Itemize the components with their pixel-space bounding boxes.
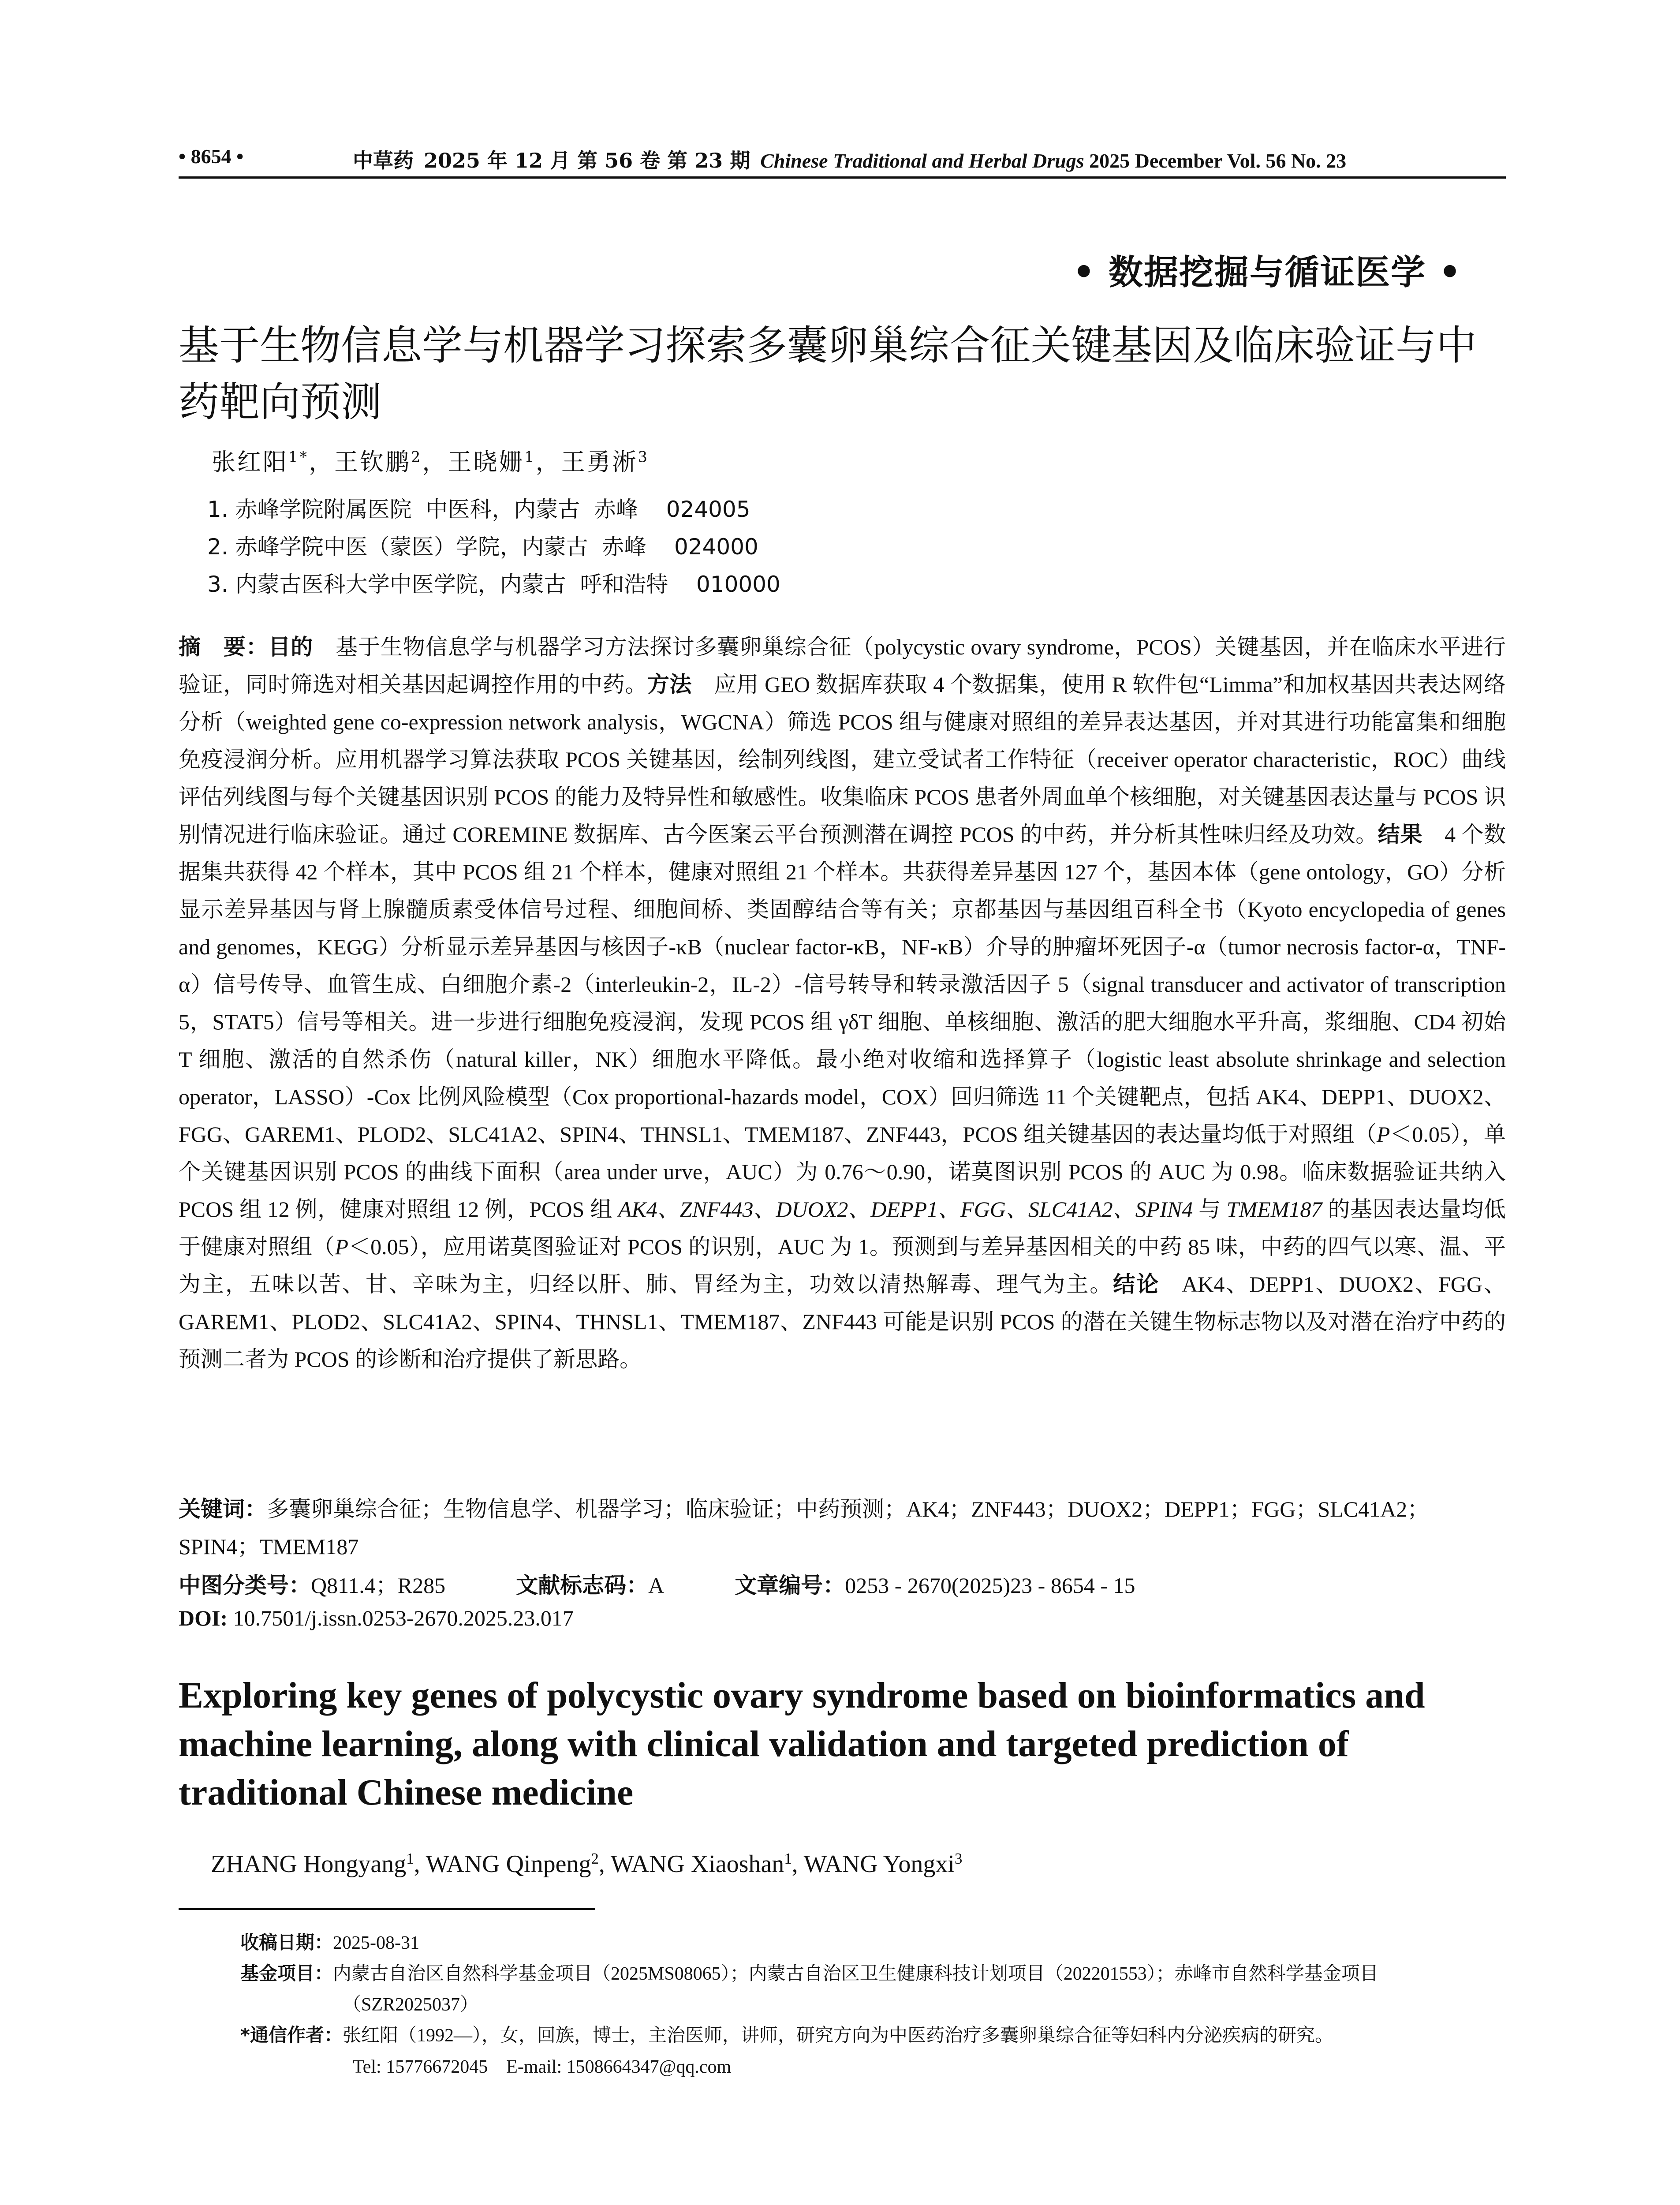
author-affiliation-marker: 1 <box>406 1850 414 1867</box>
results-text-2: ＜0.05），单个关键基因识别 PCOS 的曲线下面积（area under urve，AUC）为 0.76～0.90，诺莫图识别 PCOS 的 AUC 为 0.98。临床数据验证共纳入 PCOS 组 12 例，健康对照组 12 例，PCOS 组 <box>179 1122 1506 1222</box>
footnote-received <box>240 1927 419 1958</box>
author-name: 张红阳 <box>212 448 288 476</box>
affiliation-2: 2. 赤峰学院中医（蒙医）学院，内蒙古 赤峰 024000 <box>207 534 758 560</box>
section-tag: • 数据挖掘与循证医学 • <box>1072 253 1462 292</box>
p-value-symbol: P <box>1376 1122 1390 1147</box>
corresponding-label: *通信作者： <box>240 2024 343 2046</box>
doi-line <box>179 1605 574 1631</box>
author-affiliation-marker: 1 <box>524 448 536 466</box>
clc-label: 中图分类号： <box>179 1573 311 1598</box>
author-name: 王晓姗 <box>448 448 525 476</box>
corresponding-text: 张红阳（1992—），女，回族，博士，主治医师，讲师，研究方向为中医药治疗多囊卵巢综合征等妇科内分泌疾病的研究。 <box>342 2026 1333 2046</box>
journal-en-issue: 2025 December Vol. 56 No. 23 <box>1089 149 1347 172</box>
keywords <box>179 1491 1506 1566</box>
gene-list-italic: AK4、ZNF443、DUOX2、DEPP1、FGG、SLC41A2、SPIN4 <box>618 1197 1193 1222</box>
funding-label: 基金项目： <box>240 1962 333 1984</box>
classification-line <box>179 1568 1135 1600</box>
author-affiliation-marker: 3 <box>954 1850 963 1867</box>
author-affiliation-marker: 3 <box>638 448 649 466</box>
author-affiliation-marker: 1* <box>288 448 309 466</box>
author-name-en: WANG Qinpeng <box>426 1850 591 1878</box>
results-text-4: ＜0.05），应用诺莫图验证对 PCOS 的识别，AUC 为 1。预测到与差异基因相关的中药 85 味，中药的四气以寒、温、平为主，五味以苦、甘、辛味为主，归经以肝、肺、胃经为主，功效以清热解毒、理气为主。 <box>179 1234 1506 1297</box>
title-english: Exploring key genes of polycystic ovary syndrome based on bioinformatics and machine learning, along with clinical validation and targeted prediction of traditional Chinese medicine <box>179 1675 1425 1813</box>
author-affiliation-marker: 2 <box>411 448 422 466</box>
gene-last-italic: TMEM187 <box>1226 1197 1322 1222</box>
results-and: 与 <box>1193 1197 1227 1222</box>
abstract-label: 摘 要： <box>179 634 269 660</box>
methods-text: 应用 GEO 数据库获取 4 个数据集，使用 R 软件包“Limma”和加权基因共表达网络分析（weighted gene co-expression network analysis，WGCNA）筛选 PCOS 组与健康对照组的差异表达基因，并对其进行功能富集和细胞免疫浸润分析。应用机器学习算法获取 PCOS 关键基因，绘制列线图，建立受试者工作特征（receiver operator characteristic，ROC）曲线评估列线图与每个关键基因识别 PCOS 的能力及特异性和敏感性。收集临床 PCOS 患者外周血单个核细胞，对关键基因表达量与 PCOS 识别情况进行临床验证。通过 COREMINE 数据库、古今医案云平台预测潜在调控 PCOS 的中药，并分析其性味归经及功效。 <box>179 672 1506 847</box>
p-value-symbol-2: P <box>335 1234 349 1259</box>
doc-code-label: 文献标志码： <box>516 1573 649 1598</box>
title-chinese: 基于生物信息学与机器学习探索多囊卵巢综合征关键基因及临床验证与中药靶向预测 <box>179 322 1477 426</box>
objective-label: 目的 <box>268 634 314 660</box>
author-name-en: ZHANG Hongyang <box>211 1850 407 1878</box>
affiliation-1: 1. 赤峰学院附属医院 中医科，内蒙古 赤峰 024005 <box>207 497 750 522</box>
author-name-en: WANG Xiaoshan <box>610 1850 784 1878</box>
funding-text-continued: （SZR2025037） <box>343 1995 479 2015</box>
footnote-contact: Tel: 15776672045 E-mail: 1508664347@qq.com <box>353 2057 732 2077</box>
authors-english: ZHANG Hongyang$^1$, WANG Qinpeng$^2$, WANG Xiaoshan$^1$, WANG Yongxi$^3$ <box>211 1850 963 1878</box>
conclusion-text: AK4、DEPP1、DUOX2、FGG、GAREM1、PLOD2、SLC41A2、SPIN4、THNSL1、TMEM187、ZNF443 可能是识别 PCOS 的潜在关键生物标志物以及对潜在治疗中药的预测二者为 PCOS 的诊断和治疗提供了新思路。 <box>179 1272 1506 1372</box>
article-no-label: 文章编号： <box>735 1573 845 1598</box>
doi-label: DOI: <box>179 1606 228 1630</box>
funding-text: 内蒙古自治区自然科学基金项目（2025MS08065）；内蒙古自治区卫生健康科技计划项目（202201553）；赤峰市自然科学基金项目 <box>333 1964 1378 1984</box>
authors-chinese: 张红阳$^{1*}$，王钦鹏$^2$，王晓姗$^1$，王勇淅$^3$ <box>212 448 649 476</box>
author-name-en: WANG Yongxi <box>803 1850 955 1878</box>
doc-code-value: A <box>648 1573 665 1598</box>
results-label: 结果 <box>1378 822 1423 847</box>
author-name: 王勇淅 <box>561 448 638 476</box>
footnote-funding <box>240 1958 1510 2020</box>
received-date: 2025-08-31 <box>333 1933 419 1953</box>
keywords-text: 多囊卵巢综合征；生物信息学、机器学习；临床验证；中药预测；AK4；ZNF443；DUOX2；DEPP1；FGG；SLC41A2；SPIN4；TMEM187 <box>179 1497 1430 1559</box>
keywords-label: 关键词： <box>179 1496 267 1522</box>
footnote-rule <box>179 1908 595 1910</box>
journal-en-name: Chinese Traditional and Herbal Drugs <box>760 149 1084 172</box>
objective-text: 基于生物信息学与机器学习方法探讨多囊卵巢综合征（polycystic ovary syndrome，PCOS）关键基因，并在临床水平进行验证，同时筛选对相关基因起调控作用的中药。 <box>179 635 1506 697</box>
methods-label: 方法 <box>647 672 692 697</box>
page-number: • 8654 • <box>179 145 244 168</box>
author-name: 王钦鹏 <box>334 448 411 476</box>
journal-cn-name: 中草药 <box>353 149 414 172</box>
article-no-value: 0253 - 2670(2025)23 - 8654 - 15 <box>845 1573 1135 1598</box>
running-header <box>179 141 1506 176</box>
clc-value: Q811.4；R285 <box>311 1573 446 1598</box>
received-label: 收稿日期： <box>240 1932 333 1953</box>
footnote-corresponding-author <box>240 2020 1510 2051</box>
header-rule <box>179 176 1506 179</box>
conclusion-label: 结论 <box>1113 1271 1160 1297</box>
doi-value[interactable]: 10.7501/j.issn.0253-2670.2025.23.017 <box>233 1606 574 1630</box>
journal-info <box>353 145 1346 174</box>
affiliation-3: 3. 内蒙古医科大学中医学院，内蒙古 呼和浩特 010000 <box>207 572 780 597</box>
author-affiliation-marker: 1 <box>784 1850 792 1867</box>
abstract <box>179 628 1506 1378</box>
results-text-3: 的基因表达量均低于健康对照组（ <box>179 1197 1506 1259</box>
author-affiliation-marker: 2 <box>591 1850 599 1867</box>
journal-cn-issue: 2025 年 12 月 第 56 卷 第 23 期 <box>424 149 750 172</box>
results-text-1: 4 个数据集共获得 42 个样本，其中 PCOS 组 21 个样本，健康对照组 21 个样本。共获得差异基因 127 个，基因本体（gene ontology，GO）分析显示差异基因与肾上腺髓质素受体信号过程、细胞间桥、类固醇结合等有关；京都基因与基因组百科全书（Kyoto encyclopedia of genes and genomes，KEGG）分析显示差异基因与核因子-κB（nuclear factor-κB，NF-κB）介导的肿瘤坏死因子-α（tumor necrosis factor-α，TNF-α）信号传导、血管生成、白细胞介素-2（interleukin-2，IL-2）-信号转导和转录激活因子 5（signal transducer and activator of transcription 5，STAT5）信号等相关。进一步进行细胞免疫浸润，发现 PCOS 组 γδT 细胞、单核细胞、激活的肥大细胞水平升高，浆细胞、CD4 初始 T 细胞、激活的自然杀伤（natural killer，NK）细胞水平降低。最小绝对收缩和选择算子（logistic least absolute shrinkage and selection operator，LASSO）-Cox 比例风险模型（Cox proportional-hazards model，COX）回归筛选 11 个关键靶点，包括 AK4、DEPP1、DUOX2、FGG、GAREM1、PLOD2、SLC41A2、SPIN4、THNSL1、TMEM187、ZNF443，PCOS 组关键基因的表达量均低于对照组（ <box>179 822 1506 1147</box>
